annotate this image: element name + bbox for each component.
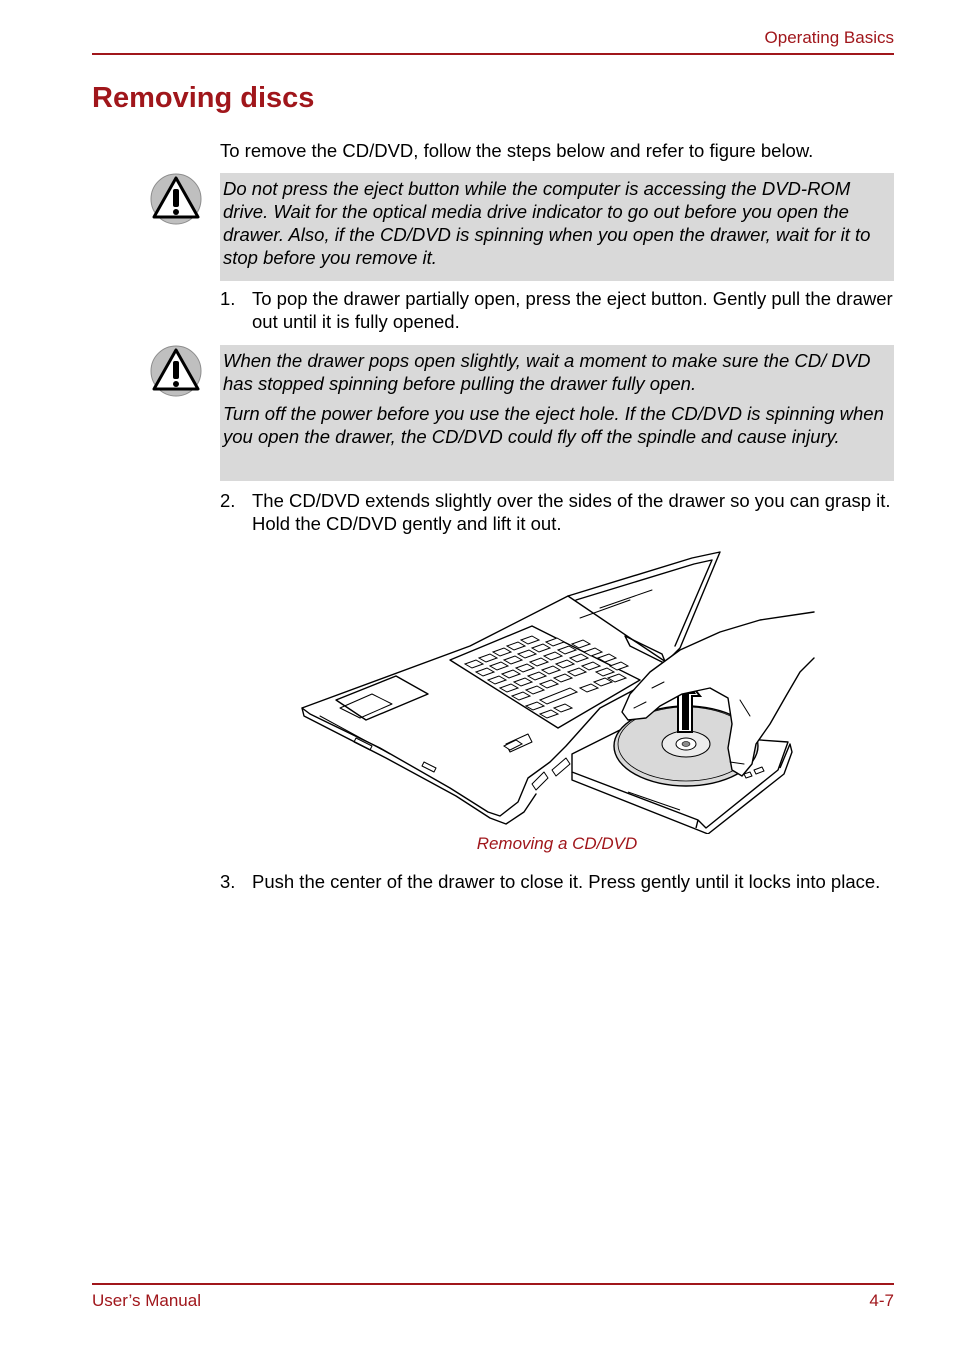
step-1 [220,287,894,333]
warning-note-2 [220,345,894,481]
step-1-text: To pop the drawer partially open, press the eject button. Gently pull the drawer out until it is fully opened. [252,288,893,332]
step-3-number: 3. [220,871,236,892]
footer-rule [92,1283,894,1285]
page-number: 4-7 [869,1291,894,1310]
header-section-title: Operating Basics [764,28,894,47]
intro-paragraph: To remove the CD/DVD, follow the steps below and refer to figure below. [220,140,814,161]
warning-icon [150,345,202,397]
warning-icon [150,173,202,225]
laptop-disc-removal-illustration [300,548,816,834]
warning-note-1-text: Do not press the eject button while the computer is accessing the DVD-ROM drive. Wait for the optical media drive indicator to go out before you open the drawer. Also, if the CD/DVD is spinning when you open the drawer, wait for it to stop before you remove it. [223,178,871,268]
figure-caption: Removing a CD/DVD [476,834,638,853]
step-1-number: 1. [220,288,236,309]
step-2-text: The CD/DVD extends slightly over the sides of the drawer so you can grasp it. Hold the CD/DVD gently and lift it out. [252,490,891,534]
footer-manual-label: User’s Manual [92,1291,201,1310]
warning-note-2-para-2: Turn off the power before you use the eject hole. If the CD/DVD is spinning when you open the drawer, the CD/DVD could fly off the spindle and cause injury. [223,403,884,447]
warning-note-1 [220,173,894,281]
step-2 [220,489,894,535]
header-rule [92,53,894,55]
step-3 [220,870,894,916]
step-3-text: Push the center of the drawer to close it. Press gently until it locks into place. [252,871,881,892]
page-title: Removing discs [92,82,315,114]
warning-note-2-para-1: When the drawer pops open slightly, wait a moment to make sure the CD/ DVD has stopped spinning before pulling the drawer fully open. [223,350,871,394]
step-2-number: 2. [220,490,236,511]
